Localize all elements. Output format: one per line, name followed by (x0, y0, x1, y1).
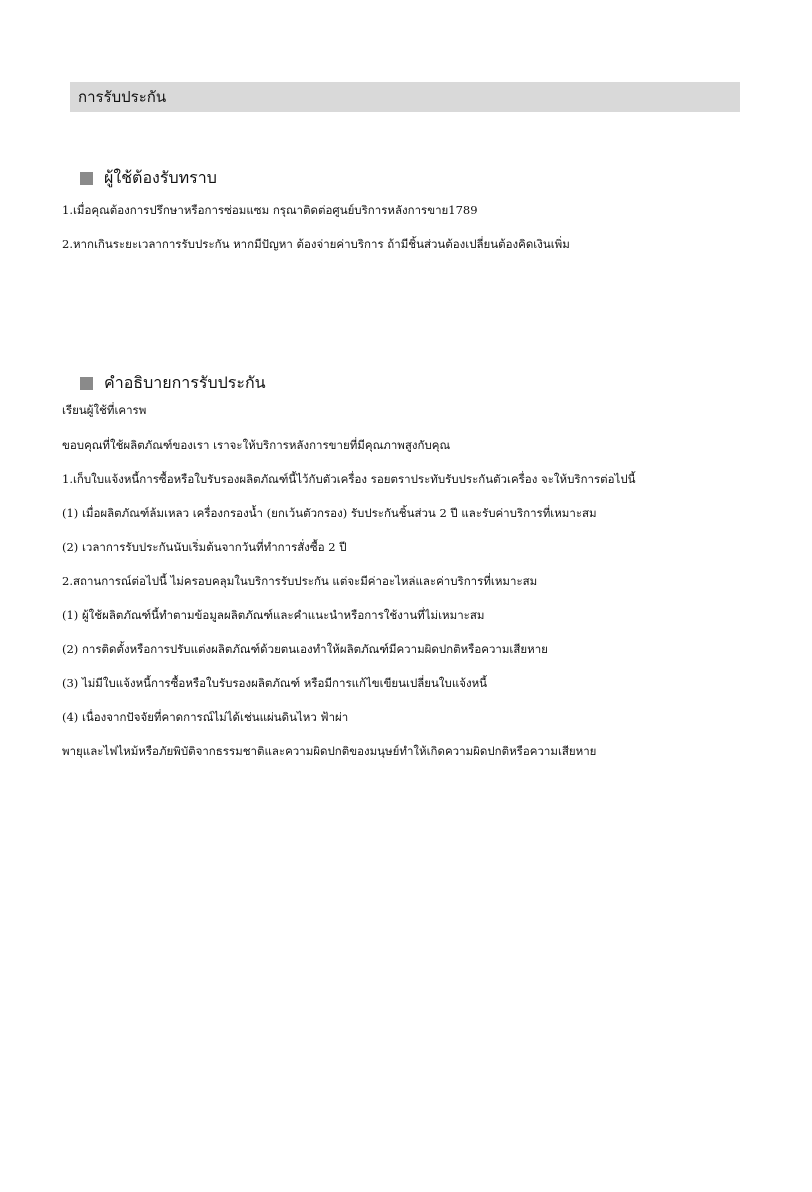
warranty-line-3: 1.เก็บใบแจ้งหนี้การซื้อหรือใบรับรองผลิตภัณฑ์นี้ไว้กับตัวเครื่อง รอยตราประทับรับประกันตัวเครื่อง จะให้บริการต่อไปนี้ (62, 472, 636, 486)
section-header-bar (70, 82, 740, 112)
notice-heading-text: ผู้ใช้ต้องรับทราบ (104, 168, 217, 187)
warranty-line-8: (2) การติดตั้งหรือการปรับแต่งผลิตภัณฑ์ด้วยตนเองทำให้ผลิตภัณฑ์มีความผิดปกติหรือความเสียหาย (62, 642, 548, 656)
square-bullet-icon (80, 172, 93, 185)
warranty-line-11: พายุและไฟไหม้หรือภัยพิบัติจากธรรมชาติและความผิดปกติของมนุษย์ทำให้เกิดความผิดปกติหรือความเสียหาย (62, 744, 597, 758)
warranty-line-10: (4) เนื่องจากปัจจัยที่คาดการณ์ไม่ได้เช่นแผ่นดินไหว ฟ้าผ่า (62, 710, 349, 724)
warranty-line-5: (2) เวลาการรับประกันนับเริ่มต้นจากวันที่ทำการสั่งซื้อ 2 ปี (62, 540, 347, 554)
square-bullet-icon (80, 377, 93, 390)
warranty-line-7: (1) ผู้ใช้ผลิตภัณฑ์นี้ทำตามข้อมูลผลิตภัณฑ์และคำแนะนำหรือการใช้งานที่ไม่เหมาะสม (62, 608, 485, 622)
warranty-heading-text: คำอธิบายการรับประกัน (104, 373, 266, 392)
warranty-heading (80, 372, 266, 394)
warranty-line-9: (3) ไม่มีใบแจ้งหนี้การซื้อหรือใบรับรองผลิตภัณฑ์ หรือมีการแก้ไขเขียนเปลี่ยนใบแจ้งหนี้ (62, 676, 488, 690)
notice-heading (80, 167, 217, 189)
page-title: การรับประกัน (78, 88, 167, 106)
notice-line-2: 2.หากเกินระยะเวลาการรับประกัน หากมีปัญหา ต้องจ่ายค่าบริการ ถ้ามีชิ้นส่วนต้องเปลี่ยนต้องคิดเงินเพิ่ม (62, 237, 570, 251)
warranty-line-2: ขอบคุณที่ใช้ผลิตภัณฑ์ของเรา เราจะให้บริการหลังการขายที่มีคุณภาพสูงกับคุณ (62, 438, 451, 452)
notice-line-1: 1.เมื่อคุณต้องการปรึกษาหรือการซ่อมแซม กรุณาติดต่อศูนย์บริการหลังการขาย1789 (62, 203, 478, 217)
warranty-line-4: (1) เมื่อผลิตภัณฑ์ล้มเหลว เครื่องกรองน้ำ (ยกเว้นตัวกรอง) รับประกันชิ้นส่วน 2 ปี และรับค่าบริการที่เหมาะสม (62, 506, 597, 520)
warranty-line-6: 2.สถานการณ์ต่อไปนี้ ไม่ครอบคลุมในบริการรับประกัน แต่จะมีค่าอะไหล่และค่าบริการที่เหมาะสม (62, 574, 538, 588)
warranty-line-1: เรียนผู้ใช้ที่เคารพ (62, 403, 147, 417)
